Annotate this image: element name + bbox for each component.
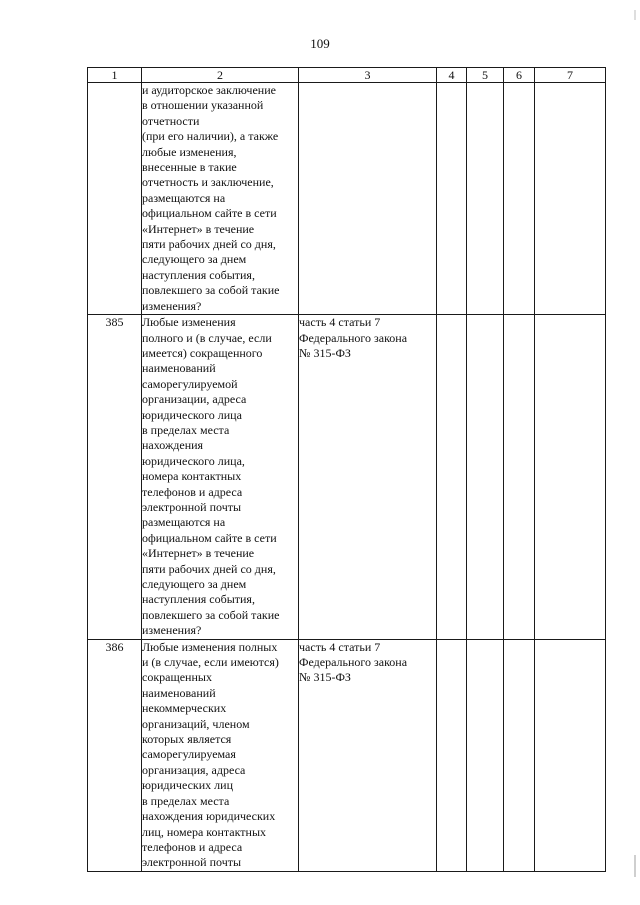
empty-cell-col-4 [437,639,467,871]
empty-cell-col-7 [535,315,606,640]
requirement-text-line: (при его наличии), а также [142,129,279,144]
column-header-2: 2 [142,68,299,83]
legal-basis [299,315,437,640]
row-number: 385 [88,315,142,640]
requirement-text-line: нахождения [142,438,204,453]
requirement-text-line: организаций, членом [142,716,250,731]
column-header-1: 1 [88,68,142,83]
requirement-text-line: Любые изменения [142,315,236,330]
requirement-text-line: которых является [142,732,232,747]
row-number: 386 [88,639,142,871]
requirement-text-line: и (в случае, если имеются) [142,655,279,670]
requirement-text-line: номера контактных [142,469,242,484]
requirement-text-line: телефонов и адреса [142,484,243,499]
requirement-text-line: электронной почты [142,499,242,514]
requirement-text-line: отчетности [142,113,200,128]
scan-artifact [634,855,636,877]
requirement-text-line: «Интернет» в течение [142,221,255,236]
empty-cell-col-6 [504,639,535,871]
empty-cell-col-4 [437,83,467,315]
requirement-text-line: официальном сайте в сети [142,206,277,221]
requirements-table [87,67,606,872]
requirement-text [142,315,299,640]
column-header-4: 4 [437,68,467,83]
requirement-text-line: Любые изменения полных [142,639,278,654]
requirement-text-line: повлекшего за собой такие [142,607,280,622]
requirement-text-line: размещаются на [142,515,226,530]
requirement-text-line: наступления события, [142,592,255,607]
column-header-3: 3 [299,68,437,83]
empty-cell-col-4 [437,315,467,640]
requirement-text-line: изменения? [142,623,202,638]
requirement-text-line: саморегулируемая [142,747,236,762]
table-row [88,83,606,315]
requirement-text-line: в отношении указанной [142,98,264,113]
requirement-text [142,639,299,871]
empty-cell-col-6 [504,83,535,315]
empty-cell-col-7 [535,83,606,315]
scan-artifact [634,10,636,20]
requirement-text-line: юридического лица [142,407,242,422]
requirement-text-line: «Интернет» в течение [142,546,255,561]
table-row [88,639,606,871]
empty-cell-col-7 [535,639,606,871]
requirement-text-line: следующего за днем [142,252,247,267]
requirement-text-line: электронной почты [142,855,242,870]
requirement-text-line: любые изменения, [142,144,237,159]
requirement-text-line: юридических лиц [142,778,233,793]
requirement-text-line: некоммерческих [142,701,227,716]
page-number: 109 [310,36,330,51]
requirement-text-line: в пределах места [142,793,230,808]
requirement-text-line: внесенные в такие [142,160,237,175]
column-header-7: 7 [535,68,606,83]
requirement-text-line: имеется) сокращенного [142,345,263,360]
requirement-text-line: следующего за днем [142,577,247,591]
requirement-text-line: в пределах места [142,422,230,437]
legal-basis-line: № 315-ФЗ [299,670,351,685]
requirement-text-line: отчетность и заключение, [142,175,274,190]
column-header-5: 5 [467,68,504,83]
table-row [88,315,606,640]
requirement-text [142,83,299,315]
requirement-text-line: размещаются на [142,190,226,205]
requirement-text-line: полного и (в случае, если [142,330,272,345]
requirement-text-line: лиц, номера контактных [142,824,267,839]
requirement-text-line: сокращенных [142,670,212,685]
requirement-text-line: наименований [142,685,216,700]
requirement-text-line: юридического лица, [142,453,245,468]
empty-cell-col-5 [467,83,504,315]
legal-basis-line: часть 4 статьи 7 [299,639,381,654]
requirement-text-line: саморегулируемой [142,376,238,391]
empty-cell-col-5 [467,639,504,871]
legal-basis-line: Федерального закона [299,330,408,345]
row-number [88,83,142,315]
requirement-text-line: телефонов и адреса [142,839,243,854]
requirement-text-line: официальном сайте в сети [142,530,277,545]
requirement-text-line: повлекшего за собой такие [142,283,280,298]
column-header-6: 6 [504,68,535,83]
legal-basis [299,639,437,871]
requirement-text-line: пяти рабочих дней со дня, [142,237,276,252]
legal-basis [299,83,437,315]
table-header-row [88,68,606,83]
legal-basis-line: № 315-ФЗ [299,345,351,360]
requirement-text-line: изменения? [142,298,202,313]
table-body [88,83,606,872]
requirement-text-line: и аудиторское заключение [142,83,276,97]
requirement-text-line: организации, адреса [142,392,247,407]
requirement-text-line: организация, адреса [142,762,246,777]
empty-cell-col-5 [467,315,504,640]
requirement-text-line: наступления события, [142,267,255,282]
legal-basis-line: Федерального закона [299,655,408,670]
requirement-text-line: пяти рабочих дней со дня, [142,561,276,576]
empty-cell-col-6 [504,315,535,640]
legal-basis-line: часть 4 статьи 7 [299,315,381,330]
requirement-text-line: наименований [142,361,216,376]
requirement-text-line: нахождения юридических [142,809,276,824]
